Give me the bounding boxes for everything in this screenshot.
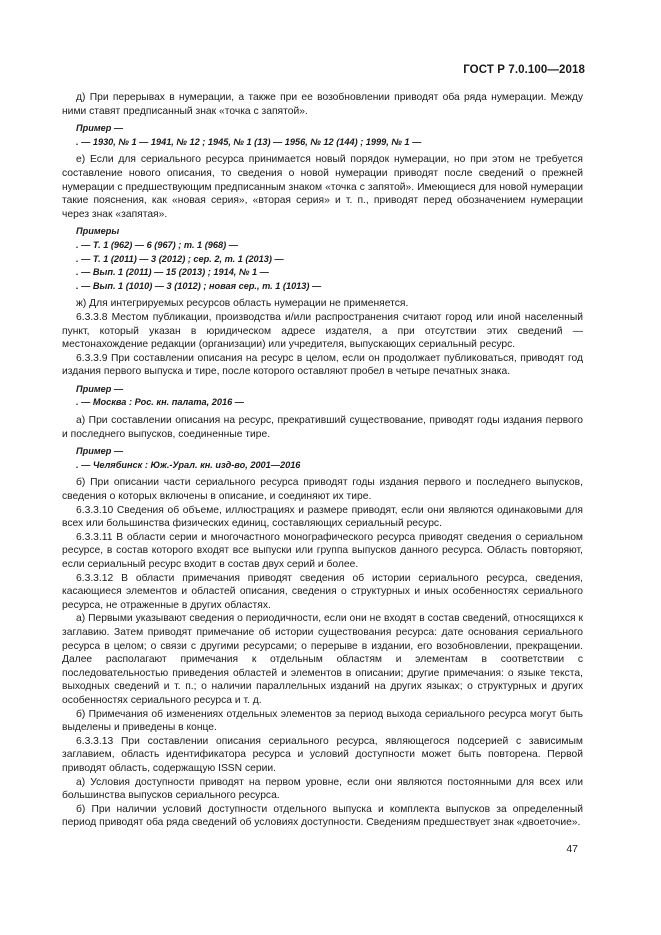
paragraph: 6.3.3.10 Сведения об объеме, иллюстрациях и размере приводят, если они являются одинаковыми для всех или большинства физических единиц, составляющих сериальный ресурс. [62,504,583,530]
document-id-header: ГОСТ Р 7.0.100—2018 [463,64,585,76]
paragraph: 6.3.3.8 Местом публикации, производства и/или распространения считают город или иной населенный пункт, который указан в юридическом адресе издателя, а при отсутствии этих сведений — местонахождение редакции (организации) или учредителя, выпускающих сериальный ресурс. [62,311,583,351]
examples-label: Примеры [76,226,120,237]
paragraph: 6.3.3.9 При составлении описания на ресурс в целом, если он продолжает публиковаться, приводят год издания первого выпуска и тире, после которого оставляют пробел в четыре печатных знака. [62,352,583,378]
example-line: . — 1930, № 1 — 1941, № 12 ; 1945, № 1 (13) — 1956, № 12 (144) ; 1999, № 1 — [76,136,422,147]
paragraph: б) При описании части сериального ресурса приводят годы издания первого и последнего выпусков, сведения о которых включены в описание, и соединяют их тире. [62,477,583,503]
example-line: . — Т. 1 (2011) — 3 (2012) ; сер. 2, т. 1 (2013) — [76,253,284,264]
paragraph: а) Первыми указывают сведения о периодичности, если они не входят в состав сведений, относящихся к заглавию. Затем приводят примечание об истории существования ресурса: дате основания сериального ресурса в целом; о связи с другими ресурсами; о перерыве в издании, его возобновлении, прекращении. Далее располагают примечания к отдельным областям и элементам в соответствии с последовательностью приведения областей и элементов в описании; другие примечания: о языке текста, выходных сведений и т. п.; о наличии параллельных изданий на других языках; о структурных и других особенностях сериального ресурса и т. д. [62,613,583,706]
paragraph: д) При перерывах в нумерации, а также при ее возобновлении приводят оба ряда нумерации. Между ними ставят предписанный знак «точка с запятой». [62,92,583,117]
paragraph: а) При составлении описания на ресурс, прекративший существование, приводят годы издания первого и последнего выпусков, соединенные тире. [62,415,583,440]
paragraph: 6.3.3.13 При составлении описания сериального ресурса, являющегося подсерией с зависимым заглавием, область идентификатора ресурса и условий доступности может быть повторена. Первой приводят область, содержащую ISSN серии. [62,735,583,774]
example-line: . — Челябинск : Юж.-Урал. кн. изд-во, 2001—2016 [76,459,301,470]
example-line: . — Вып. 1 (2011) — 15 (2013) ; 1914, № 1 — [76,267,269,278]
paragraph: б) При наличии условий доступности отдельного выпуска и комплекта выпусков за определенный период приводят оба ряда сведений об условиях доступности. Сведениям предшествует знак «двоеточие». [62,803,583,829]
paragraph: а) Условия доступности приводят на первом уровне, если они являются постоянными для всех или большинства выпусков сериального ресурса. [62,776,583,802]
example-line: . — Т. 1 (962) — 6 (967) ; т. 1 (968) — [76,239,238,250]
example-line: . — Вып. 1 (1010) — 3 (1012) ; новая сер., т. 1 (1013) — [76,280,322,291]
example-label: Пример — [76,446,124,457]
paragraph: ж) Для интегрируемых ресурсов область нумерации не применяется. [76,298,409,310]
paragraph: 6.3.3.12 В области примечания приводят сведения об истории сериального ресурса, сведения, касающиеся элементов и областей описания, сведения о структурных и иных особенностях сериального ресурса, не отраженные в других областях. [62,572,583,611]
paragraph: 6.3.3.11 В области серии и многочастного монографического ресурса приводят сведения о сериальном ресурсе, в состав которого входят все выпуски или группа выпусков данного ресурса. Область повторяют, если сериальный ресурс входит в состав двух серий и более. [62,531,583,570]
paragraph: б) Примечания об изменениях отдельных элементов за период выхода сериального ресурса могут быть выделены и приведены в конце. [62,708,583,734]
paragraph: е) Если для сериального ресурса принимается новый порядок нумерации, но при этом не требуется составление нового описания, то сведения о новой нумерации приводят после сведений о прежней нумерации с предшествующим предписанным знаком «точка с запятой». Имеющиеся для новой нумерации такие пояснения, как «новая серия», «вторая серия» и т. п., приводят перед обозначением нумерации через знак «запятая». [62,154,583,220]
page-number: 47 [566,843,578,855]
example-label: Пример — [76,383,124,394]
example-label: Пример — [76,123,124,134]
page-content [62,91,583,830]
example-line: . — Москва : Рос. кн. палата, 2016 — [76,397,244,408]
